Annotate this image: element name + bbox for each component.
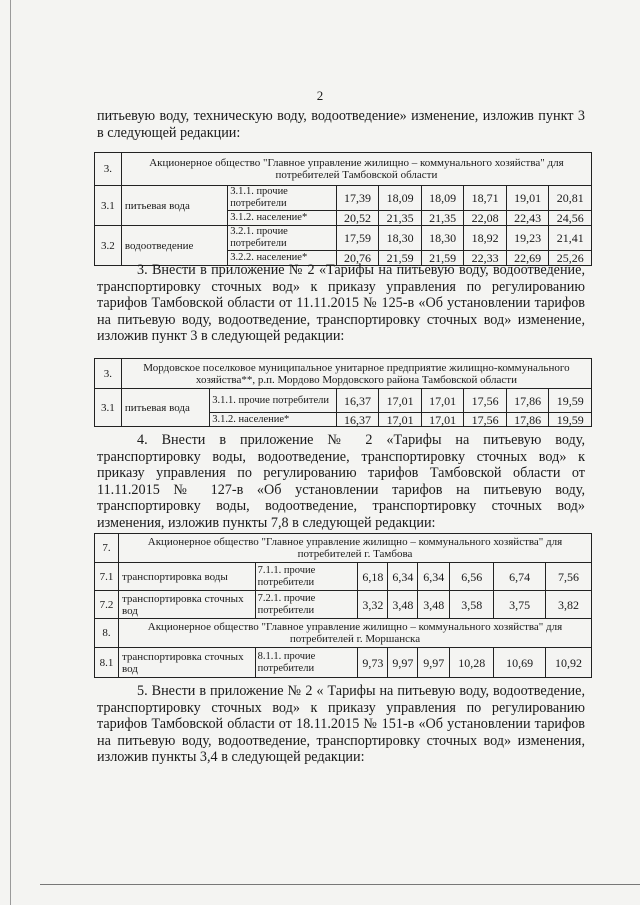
consumer-category: 7.1.1. прочие потребители — [255, 563, 358, 591]
tariff-value: 17,39 — [336, 186, 379, 211]
tariff-value: 18,09 — [379, 186, 422, 211]
row-number: 3. — [95, 153, 122, 186]
tariff-value: 19,59 — [549, 413, 592, 427]
tariff-value: 17,01 — [421, 389, 464, 413]
row-number: 3.1 — [95, 389, 122, 427]
table-row — [95, 534, 592, 563]
tariff-value: 3,75 — [494, 591, 546, 619]
consumer-category: 3.1.2. население* — [228, 211, 337, 226]
page-number: 2 — [316, 88, 324, 103]
tariff-value: 3,48 — [388, 591, 418, 619]
tariff-value: 22,69 — [506, 251, 549, 266]
service-name: транспортировка сточных вод — [118, 648, 255, 678]
consumer-category: 3.2.1. прочие потребители — [228, 226, 337, 251]
paragraph-intro: питьевую воду, техническую воду, водоотведение» изменение, изложив пункт 3 в следующей редакции: — [97, 108, 585, 141]
row-number: 3. — [95, 359, 122, 389]
table-row — [95, 563, 592, 591]
tariff-value: 3,58 — [450, 591, 494, 619]
tariff-value: 9,73 — [358, 648, 388, 678]
table-row — [95, 389, 592, 413]
table-row — [95, 359, 592, 389]
tariff-value: 18,71 — [464, 186, 507, 211]
organization-name: Мордовское поселковое муниципальное унитарное предприятие жилищно-коммунального хозяйства**, р.п. Мордово Мордовского района Тамбовской области — [121, 359, 591, 389]
tariff-value: 3,82 — [546, 591, 592, 619]
table-row — [95, 591, 592, 619]
page-binding-edge — [10, 0, 11, 905]
tariff-value: 16,37 — [336, 389, 379, 413]
paragraph-item-5: 5. Внести в приложение № 2 « Тарифы на питьевую воду, водоотведение, транспортировку сточных вод» к приказу управления по регулированию тарифов Тамбовской области от 18.11.2015 № 151-в «Об установлении тарифов на питьевую воду, водоотведение, транспортировку сточных вод» изменения, изложив пункты 3,4 в следующей редакции: — [97, 683, 585, 765]
tariff-table-1 — [94, 152, 592, 266]
tariff-value: 17,86 — [506, 389, 549, 413]
service-name: питьевая вода — [121, 389, 209, 427]
tariff-value: 18,30 — [379, 226, 422, 251]
tariff-value: 25,26 — [549, 251, 592, 266]
tariff-value: 17,01 — [379, 389, 422, 413]
tariff-value: 17,01 — [421, 413, 464, 427]
row-number: 7.1 — [95, 563, 119, 591]
tariff-value: 20,52 — [336, 211, 379, 226]
tariff-value: 16,37 — [336, 413, 379, 427]
row-number: 3.2 — [95, 226, 122, 266]
service-name: водоотведение — [121, 226, 227, 266]
tariff-value: 17,56 — [464, 413, 507, 427]
consumer-category: 8.1.1. прочие потребители — [255, 648, 358, 678]
tariff-value: 9,97 — [418, 648, 450, 678]
tariff-value: 9,97 — [388, 648, 418, 678]
tariff-value: 18,30 — [421, 226, 464, 251]
tariff-value: 21,59 — [421, 251, 464, 266]
organization-name: Акционерное общество "Главное управление жилищно – коммунального хозяйства" для потребителей г. Тамбова — [118, 534, 591, 563]
tariff-value: 7,56 — [546, 563, 592, 591]
tariff-value: 6,56 — [450, 563, 494, 591]
tariff-value: 19,23 — [506, 226, 549, 251]
tariff-value: 22,33 — [464, 251, 507, 266]
table-row — [95, 648, 592, 678]
tariff-value: 19,01 — [506, 186, 549, 211]
tariff-value: 6,34 — [388, 563, 418, 591]
row-number: 8. — [95, 619, 119, 648]
tariff-value: 10,28 — [450, 648, 494, 678]
consumer-category: 3.1.1. прочие потребители — [228, 186, 337, 211]
paragraph-item-4: 4. Внести в приложение № 2 «Тарифы на питьевую воду, транспортировку воды, водоотведение, транспортировку сточных вод» к приказу управления по регулированию тарифов Тамбовской области от 11.11.2015 № 127-в «Об установлении тарифов на питьевую воду, транспортировку воды, водоотведение, транспортировку сточных вод» изменения, изложив пункты 7,8 в следующей редакции: — [97, 432, 585, 531]
row-number: 7. — [95, 534, 119, 563]
tariff-value: 3,48 — [418, 591, 450, 619]
table-row — [95, 226, 592, 251]
service-name: транспортировка воды — [118, 563, 255, 591]
service-name: транспортировка сточных вод — [118, 591, 255, 619]
tariff-value: 10,69 — [494, 648, 546, 678]
table-row — [95, 186, 592, 211]
tariff-value: 21,35 — [421, 211, 464, 226]
consumer-category: 3.1.2. население* — [210, 413, 336, 427]
row-number: 3.1 — [95, 186, 122, 226]
row-number: 7.2 — [95, 591, 119, 619]
tariff-table-2 — [94, 358, 592, 427]
tariff-value: 6,74 — [494, 563, 546, 591]
table-row — [95, 153, 592, 186]
tariff-value: 18,09 — [421, 186, 464, 211]
consumer-category: 7.2.1. прочие потребители — [255, 591, 358, 619]
service-name: питьевая вода — [121, 186, 227, 226]
tariff-value: 17,86 — [506, 413, 549, 427]
tariff-value: 21,41 — [549, 226, 592, 251]
tariff-value: 6,18 — [358, 563, 388, 591]
tariff-value: 17,01 — [379, 413, 422, 427]
table-row — [95, 619, 592, 648]
tariff-value: 17,59 — [336, 226, 379, 251]
organization-name: Акционерное общество "Главное управление жилищно – коммунального хозяйства" для потребителей г. Моршанска — [118, 619, 591, 648]
tariff-value: 18,92 — [464, 226, 507, 251]
row-number: 8.1 — [95, 648, 119, 678]
consumer-category: 3.1.1. прочие потребители — [210, 389, 336, 413]
organization-name: Акционерное общество "Главное управление жилищно – коммунального хозяйства" для потребителей Тамбовской области — [121, 153, 591, 186]
tariff-value: 21,59 — [379, 251, 422, 266]
tariff-value: 3,32 — [358, 591, 388, 619]
tariff-value: 20,81 — [549, 186, 592, 211]
tariff-value: 10,92 — [546, 648, 592, 678]
tariff-value: 22,43 — [506, 211, 549, 226]
consumer-category: 3.2.2. население* — [228, 251, 337, 266]
tariff-value: 17,56 — [464, 389, 507, 413]
tariff-value: 6,34 — [418, 563, 450, 591]
tariff-table-3 — [94, 533, 592, 678]
tariff-value: 24,56 — [549, 211, 592, 226]
paragraph-item-3: 3. Внести в приложение № 2 «Тарифы на питьевую воду, водоотведение, транспортировку сточных вод» к приказу управления по регулированию тарифов Тамбовской области от 11.11.2015 № 125-в «Об установлении тарифов на питьевую воду, водоотведение, транспортировку сточных вод» изменение, изложив пункт 3 в следующей редакции: — [97, 262, 585, 344]
tariff-value: 20,76 — [336, 251, 379, 266]
tariff-value: 22,08 — [464, 211, 507, 226]
tariff-value: 19,59 — [549, 389, 592, 413]
page-bottom-edge — [40, 884, 640, 885]
tariff-value: 21,35 — [379, 211, 422, 226]
